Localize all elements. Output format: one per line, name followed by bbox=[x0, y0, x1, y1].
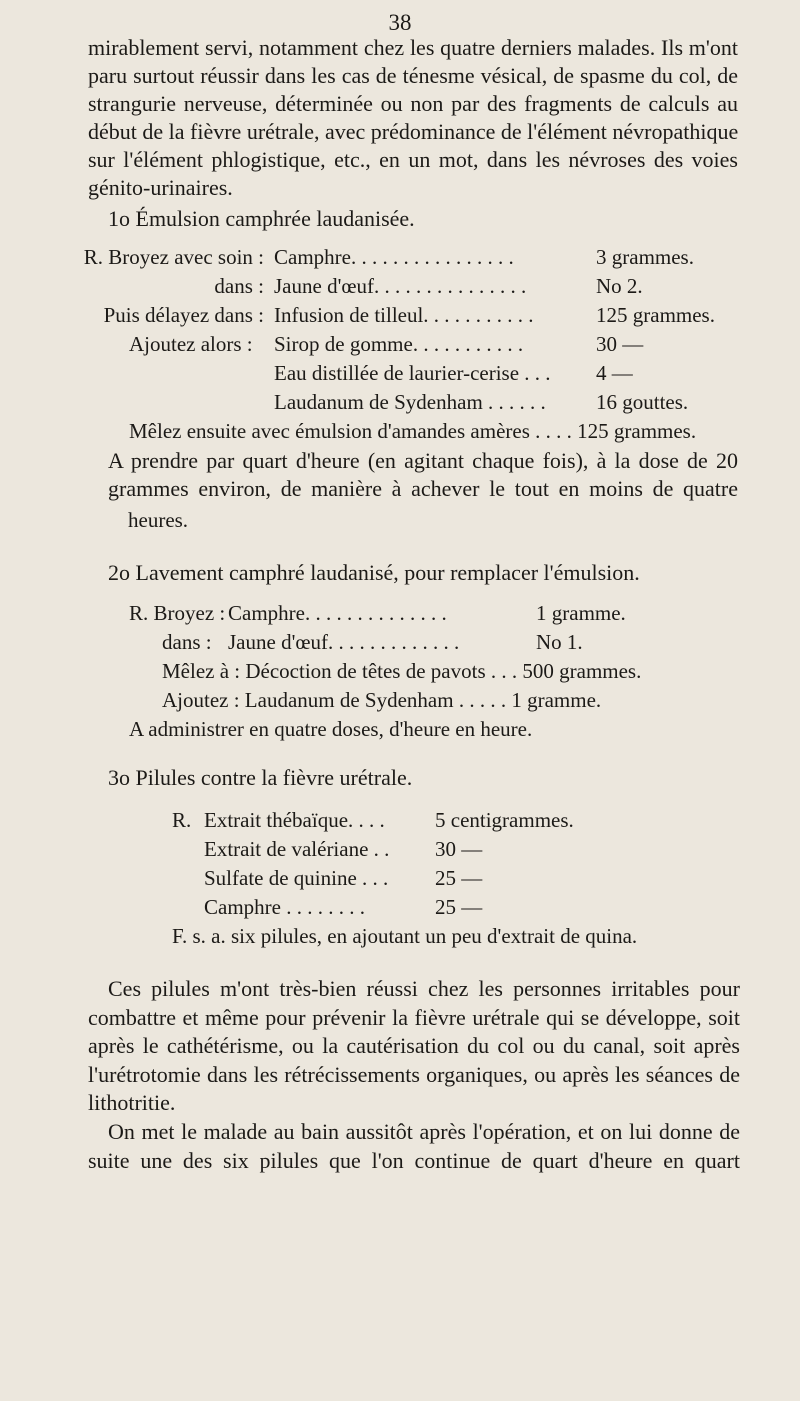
recipe-item: Extrait de valériane . . bbox=[204, 837, 390, 861]
recipe-item: Sirop de gomme. . . . . . . . . . . bbox=[274, 332, 524, 356]
text-line: On met le malade au bain aussitôt après l'opération, et on lui donne de bbox=[108, 1119, 740, 1144]
text-line: sur l'élément phlogistique, etc., en un mot, dans les névroses des voies bbox=[88, 147, 738, 172]
recipe-qty: No 2. bbox=[596, 274, 643, 298]
recipe-qty: 30 — bbox=[596, 332, 644, 356]
closing-paragraph-2 bbox=[88, 1118, 740, 1175]
recipe-label: dans : bbox=[162, 630, 212, 654]
text-line: après le cathétérisme, ou la cautérisation du col ou du canal, soit après bbox=[88, 1033, 740, 1058]
text-line: lithotritie. bbox=[88, 1090, 176, 1115]
text-line: F. s. a. six pilules, en ajoutant un peu d'extrait de quina. bbox=[172, 924, 638, 948]
recipe-item: Infusion de tilleul. . . . . . . . . . . bbox=[274, 303, 534, 327]
text-line: A prendre par quart d'heure (en agitant chaque fois), à la dose de 20 bbox=[108, 448, 738, 473]
intro-paragraph bbox=[88, 34, 738, 202]
text-line: Ces pilules m'ont très-bien réussi chez les personnes irritables pour bbox=[108, 976, 740, 1001]
text-line: l'urétrotomie dans les rétrécissements organiques, ou après les séances de bbox=[88, 1061, 740, 1087]
section-heading-2: 2o Lavement camphré laudanisé, pour remplacer l'émulsion. bbox=[108, 560, 640, 585]
text-line: A administrer en quatre doses, d'heure en heure. bbox=[129, 717, 533, 741]
recipe-label: R. Broyez : bbox=[129, 601, 226, 625]
recipe-qty: 25 — bbox=[435, 895, 483, 919]
recipe-label: R. Broyez avec soin : bbox=[83, 245, 264, 269]
text-line: mirablement servi, notamment chez les quatre derniers malades. Ils m'ont bbox=[88, 35, 738, 60]
section-heading-3: 3o Pilules contre la fièvre urétrale. bbox=[108, 765, 413, 790]
text-line: combattre et même pour prévenir la fièvre urétrale qui se développe, soit bbox=[88, 1004, 740, 1030]
recipe-label: dans : bbox=[214, 274, 264, 298]
recipe-item: Extrait thébaïque. . . . bbox=[204, 808, 385, 832]
mix-line: Mêlez ensuite avec émulsion d'amandes amères . . . . 125 grammes. bbox=[129, 419, 697, 443]
page-number: 38 bbox=[388, 10, 412, 35]
recipe-item: Jaune d'œuf. . . . . . . . . . . . . bbox=[228, 630, 460, 654]
recipe-qty: 16 gouttes. bbox=[596, 390, 689, 414]
text-line: grammes environ, de manière à achever le tout en moins de quatre bbox=[108, 476, 738, 501]
text-line: Ajoutez : Laudanum de Sydenham . . . . . 1 gramme. bbox=[162, 688, 602, 712]
recipe-item: Sulfate de quinine . . . bbox=[204, 866, 389, 890]
recipe-qty: No 1. bbox=[536, 630, 583, 654]
directions-paragraph bbox=[108, 447, 738, 503]
text-line: strangurie nerveuse, déterminée ou non par des fragments de calculs au bbox=[88, 91, 738, 116]
recipe-item: Camphre . . . . . . . . bbox=[204, 895, 365, 919]
recipe-qty: 125 grammes. bbox=[596, 303, 715, 327]
recipe-prefix: R. bbox=[172, 808, 192, 832]
recipe-qty: 5 centigrammes. bbox=[435, 808, 574, 832]
recipe-item: Jaune d'œuf. . . . . . . . . . . . . . . bbox=[274, 274, 527, 298]
recipe-qty: 30 — bbox=[435, 837, 483, 861]
recipe-qty: 1 gramme. bbox=[536, 601, 626, 625]
recipe-label: Puis délayez dans : bbox=[103, 303, 264, 327]
section-heading-1: 1o Émulsion camphrée laudanisée. bbox=[108, 206, 415, 231]
text-line: heures. bbox=[128, 508, 189, 532]
recipe-qty: 3 grammes. bbox=[596, 245, 694, 269]
text-line: paru surtout réussir dans les cas de ténesme vésical, de spasme du col, de bbox=[88, 63, 738, 88]
text-line: génito-urinaires. bbox=[88, 175, 233, 200]
text-line: Mêlez à : Décoction de têtes de pavots . . . 500 grammes. bbox=[162, 659, 642, 683]
recipe-item: Camphre. . . . . . . . . . . . . . . . bbox=[274, 245, 514, 269]
recipe-qty: 25 — bbox=[435, 866, 483, 890]
recipe-item: Eau distillée de laurier-cerise . . . bbox=[274, 361, 551, 385]
recipe-label: Ajoutez alors : bbox=[129, 332, 253, 356]
recipe-qty: 4 — bbox=[596, 361, 633, 385]
recipe-item: Laudanum de Sydenham . . . . . . bbox=[274, 390, 546, 414]
recipe-item: Camphre. . . . . . . . . . . . . . bbox=[228, 601, 447, 625]
text-line: début de la fièvre urétrale, avec prédominance de l'élément névropathique bbox=[88, 119, 739, 144]
closing-paragraph-1 bbox=[88, 975, 740, 1118]
text-line: suite une des six pilules que l'on continue de quart d'heure en quart bbox=[88, 1147, 740, 1173]
